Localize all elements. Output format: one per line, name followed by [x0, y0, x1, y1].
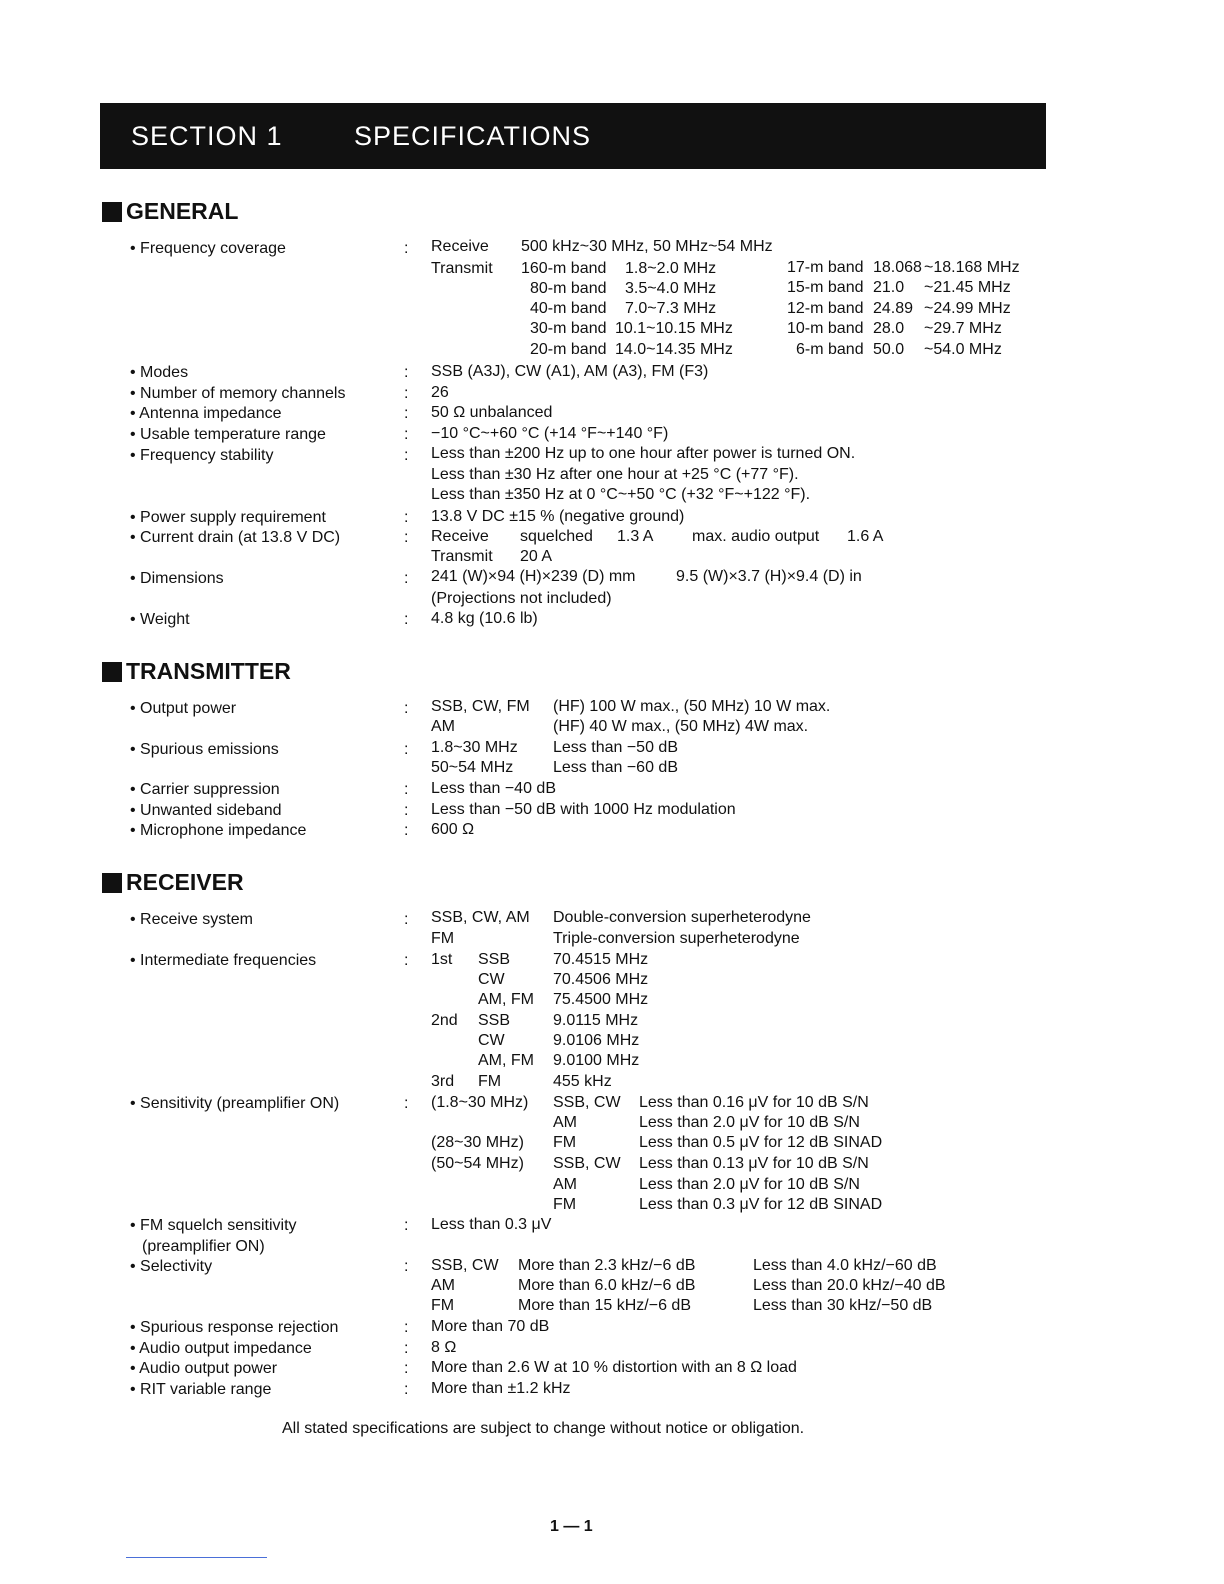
if-stage: 3rd [431, 1073, 455, 1090]
heading-square-icon [102, 873, 122, 893]
current-squelched-value: 1.3 A [617, 528, 654, 545]
dimensions-imperial: 9.5 (W)×3.7 (H)×9.4 (D) in [676, 568, 862, 585]
if-mode: AM, FM [478, 1052, 534, 1069]
current-max-audio-label: max. audio output [692, 528, 820, 545]
band-end: ~24.99 MHz [924, 300, 1011, 317]
band-name: 15-m band [787, 279, 864, 296]
colon: : [404, 1095, 409, 1112]
weight-value: 4.8 kg (10.6 lb) [431, 610, 538, 627]
band-end: ~21.45 MHz [924, 279, 1011, 296]
current-transmit-label: Transmit [431, 548, 493, 565]
sens-value: Less than 0.3 μV for 12 dB SINAD [639, 1196, 883, 1213]
colon: : [404, 822, 409, 839]
if-mode: FM [478, 1073, 502, 1090]
mic-value: 600 Ω [431, 821, 475, 838]
label-audio-power: • Audio output power [130, 1359, 277, 1379]
sideband-value: Less than −50 dB with 1000 Hz modulation [431, 801, 736, 818]
band-start: 21.0 [873, 279, 905, 296]
if-mode: SSB [478, 951, 511, 968]
label-selectivity: • Selectivity [130, 1257, 212, 1277]
band-name: 17-m band [787, 259, 864, 276]
label-modes: • Modes [130, 363, 188, 383]
selectivity-more: More than 15 kHz/−6 dB [518, 1297, 691, 1314]
label-current-drain: • Current drain (at 13.8 V DC) [130, 528, 340, 548]
sens-value: Less than 0.16 μV for 10 dB S/N [639, 1094, 869, 1111]
sens-value: Less than 2.0 μV for 10 dB S/N [639, 1176, 860, 1193]
system-value: Triple-conversion superheterodyne [553, 930, 800, 947]
selectivity-mode: SSB, CW [431, 1257, 499, 1274]
sens-mode: AM [553, 1176, 577, 1193]
antenna-value: 50 Ω unbalanced [431, 404, 553, 421]
label-power-supply: • Power supply requirement [130, 508, 326, 528]
colon: : [404, 741, 409, 758]
current-receive-label: Receive [431, 528, 489, 545]
heading-square-icon [102, 662, 122, 682]
band-end: ~18.168 MHz [924, 259, 1020, 276]
label-sensitivity: • Sensitivity (preamplifier ON) [130, 1094, 339, 1114]
current-max-audio-value: 1.6 A [847, 528, 884, 545]
colon: : [404, 1340, 409, 1357]
label-stability: • Frequency stability [130, 446, 273, 466]
modes-value: SSB (A3J), CW (A1), AM (A3), FM (F3) [431, 363, 709, 380]
label-output-power: • Output power [130, 699, 236, 719]
sens-value: Less than 0.13 μV for 10 dB S/N [639, 1155, 869, 1172]
label-temperature: • Usable temperature range [130, 425, 326, 445]
spur-value: More than 70 dB [431, 1318, 550, 1335]
section-title: SPECIFICATIONS [354, 121, 592, 151]
colon: : [404, 364, 409, 381]
if-value: 9.0115 MHz [553, 1012, 639, 1029]
sens-mode: FM [553, 1134, 577, 1151]
spurious-range: 1.8~30 MHz [431, 739, 518, 756]
band-range: 7.0~7.3 MHz [625, 300, 717, 317]
current-transmit-value: 20 A [520, 548, 553, 565]
audio-impedance-value: 8 Ω [431, 1339, 457, 1356]
spurious-value: Less than −60 dB [553, 759, 678, 776]
band-name: 10-m band [787, 320, 864, 337]
if-value: 70.4515 MHz [553, 951, 649, 968]
band-range: 1.8~2.0 MHz [625, 260, 717, 277]
label-microphone-impedance: • Microphone impedance [130, 821, 306, 841]
colon: : [404, 781, 409, 798]
band-start: 28.0 [873, 320, 905, 337]
rit-value: More than ±1.2 kHz [431, 1380, 571, 1397]
page-number: 1 — 1 [550, 1518, 593, 1535]
sens-range: (28~30 MHz) [431, 1134, 524, 1151]
band-name: 30-m band [530, 320, 607, 337]
system-mode: SSB, CW, AM [431, 909, 530, 926]
receiver-heading: RECEIVER [126, 869, 244, 895]
colon: : [404, 1360, 409, 1377]
freq-receive-label: Receive [431, 238, 489, 255]
output-mode: SSB, CW, FM [431, 698, 530, 715]
heading-square-icon [102, 202, 122, 222]
selectivity-more: More than 2.3 kHz/−6 dB [518, 1257, 696, 1274]
squelch-value: Less than 0.3 μV [431, 1216, 552, 1233]
colon: : [404, 529, 409, 546]
colon: : [404, 611, 409, 628]
colon: : [404, 802, 409, 819]
footer-note: All stated specifications are subject to change without notice or obligation. [282, 1420, 805, 1437]
system-mode: FM [431, 930, 455, 947]
sens-mode: FM [553, 1196, 577, 1213]
stability-line: Less than ±30 Hz after one hour at +25 °C (+77 °F). [431, 466, 799, 483]
band-range: 3.5~4.0 MHz [625, 280, 717, 297]
transmitter-heading: TRANSMITTER [126, 658, 291, 684]
label-unwanted-sideband: • Unwanted sideband [130, 801, 281, 821]
colon: : [404, 447, 409, 464]
label-fm-squelch: • FM squelch sensitivity [130, 1216, 297, 1236]
colon: : [404, 426, 409, 443]
band-name: 20-m band [530, 341, 607, 358]
freq-receive-value: 500 kHz~30 MHz, 50 MHz~54 MHz [521, 238, 773, 255]
temperature-value: −10 °C~+60 °C (+14 °F~+140 °F) [431, 425, 669, 442]
selectivity-more: More than 6.0 kHz/−6 dB [518, 1277, 696, 1294]
colon: : [404, 385, 409, 402]
section-header-bar [100, 103, 1046, 169]
band-range: 10.1~10.15 MHz [615, 320, 733, 337]
band-range: 14.0~14.35 MHz [615, 341, 733, 358]
colon: : [404, 405, 409, 422]
if-stage: 2nd [431, 1012, 458, 1029]
label-audio-impedance: • Audio output impedance [130, 1339, 312, 1359]
band-start: 18.068 [873, 259, 922, 276]
output-mode: AM [431, 718, 455, 735]
output-value: (HF) 100 W max., (50 MHz) 10 W max. [553, 698, 831, 715]
current-squelched-label: squelched [520, 528, 593, 545]
band-start: 24.89 [873, 300, 914, 317]
sens-value: Less than 2.0 μV for 10 dB S/N [639, 1114, 860, 1131]
band-end: ~29.7 MHz [924, 320, 1002, 337]
colon: : [404, 700, 409, 717]
label-rit-range: • RIT variable range [130, 1380, 271, 1400]
freq-transmit-label: Transmit [431, 260, 493, 277]
label-spurious-emissions: • Spurious emissions [130, 740, 279, 760]
band-name: 160-m band [521, 260, 607, 277]
if-mode: SSB [478, 1012, 511, 1029]
label-memory: • Number of memory channels [130, 384, 345, 404]
label-antenna: • Antenna impedance [130, 404, 282, 424]
if-mode: CW [478, 971, 505, 988]
band-name: 6-m band [796, 341, 864, 358]
stability-line: Less than ±350 Hz at 0 °C~+50 °C (+32 °F~+122 °F). [431, 486, 811, 503]
band-start: 50.0 [873, 341, 905, 358]
band-name: 80-m band [530, 280, 607, 297]
system-value: Double-conversion superheterodyne [553, 909, 811, 926]
sens-mode: SSB, CW [553, 1155, 621, 1172]
label-fm-squelch-sub: (preamplifier ON) [142, 1238, 265, 1255]
selectivity-less: Less than 4.0 kHz/−60 dB [753, 1257, 937, 1274]
general-heading: GENERAL [126, 198, 239, 224]
selectivity-less: Less than 30 kHz/−50 dB [753, 1297, 933, 1314]
colon: : [404, 1217, 409, 1234]
selectivity-mode: AM [431, 1277, 455, 1294]
colon: : [404, 952, 409, 969]
colon: : [404, 509, 409, 526]
sens-mode: SSB, CW [553, 1094, 621, 1111]
stability-line: Less than ±200 Hz up to one hour after power is turned ON. [431, 445, 856, 462]
colon: : [404, 1319, 409, 1336]
label-frequency-coverage: • Frequency coverage [130, 239, 286, 259]
audio-power-value: More than 2.6 W at 10 % distortion with an 8 Ω load [431, 1359, 797, 1376]
band-name: 40-m band [530, 300, 607, 317]
band-end: ~54.0 MHz [924, 341, 1002, 358]
sens-value: Less than 0.5 μV for 12 dB SINAD [639, 1134, 883, 1151]
if-value: 70.4506 MHz [553, 971, 649, 988]
output-value: (HF) 40 W max., (50 MHz) 4W max. [553, 718, 809, 735]
spurious-range: 50~54 MHz [431, 759, 514, 776]
sens-range: (1.8~30 MHz) [431, 1094, 529, 1111]
if-stage: 1st [431, 951, 453, 968]
colon: : [404, 570, 409, 587]
band-name: 12-m band [787, 300, 864, 317]
section-number: SECTION 1 [131, 121, 283, 151]
dimensions-note: (Projections not included) [431, 590, 612, 607]
if-value: 9.0100 MHz [553, 1052, 640, 1069]
power-supply-value: 13.8 V DC ±15 % (negative ground) [431, 508, 685, 525]
dimensions-metric: 241 (W)×94 (H)×239 (D) mm [431, 568, 636, 585]
if-value: 455 kHz [553, 1073, 612, 1090]
label-carrier-suppression: • Carrier suppression [130, 780, 280, 800]
colon: : [404, 1381, 409, 1398]
carrier-value: Less than −40 dB [431, 780, 556, 797]
colon: : [404, 911, 409, 928]
sens-range: (50~54 MHz) [431, 1155, 524, 1172]
if-mode: AM, FM [478, 991, 534, 1008]
label-spurious-rejection: • Spurious response rejection [130, 1318, 338, 1338]
selectivity-less: Less than 20.0 kHz/−40 dB [753, 1277, 946, 1294]
memory-value: 26 [431, 384, 449, 401]
label-dimensions: • Dimensions [130, 569, 224, 589]
bottom-divider [126, 1557, 267, 1558]
spurious-value: Less than −50 dB [553, 739, 678, 756]
label-weight: • Weight [130, 610, 190, 630]
label-intermediate-frequencies: • Intermediate frequencies [130, 951, 316, 971]
selectivity-mode: FM [431, 1297, 455, 1314]
colon: : [404, 240, 409, 257]
colon: : [404, 1258, 409, 1275]
label-receive-system: • Receive system [130, 910, 253, 930]
if-mode: CW [478, 1032, 505, 1049]
sens-mode: AM [553, 1114, 577, 1131]
if-value: 75.4500 MHz [553, 991, 649, 1008]
if-value: 9.0106 MHz [553, 1032, 640, 1049]
